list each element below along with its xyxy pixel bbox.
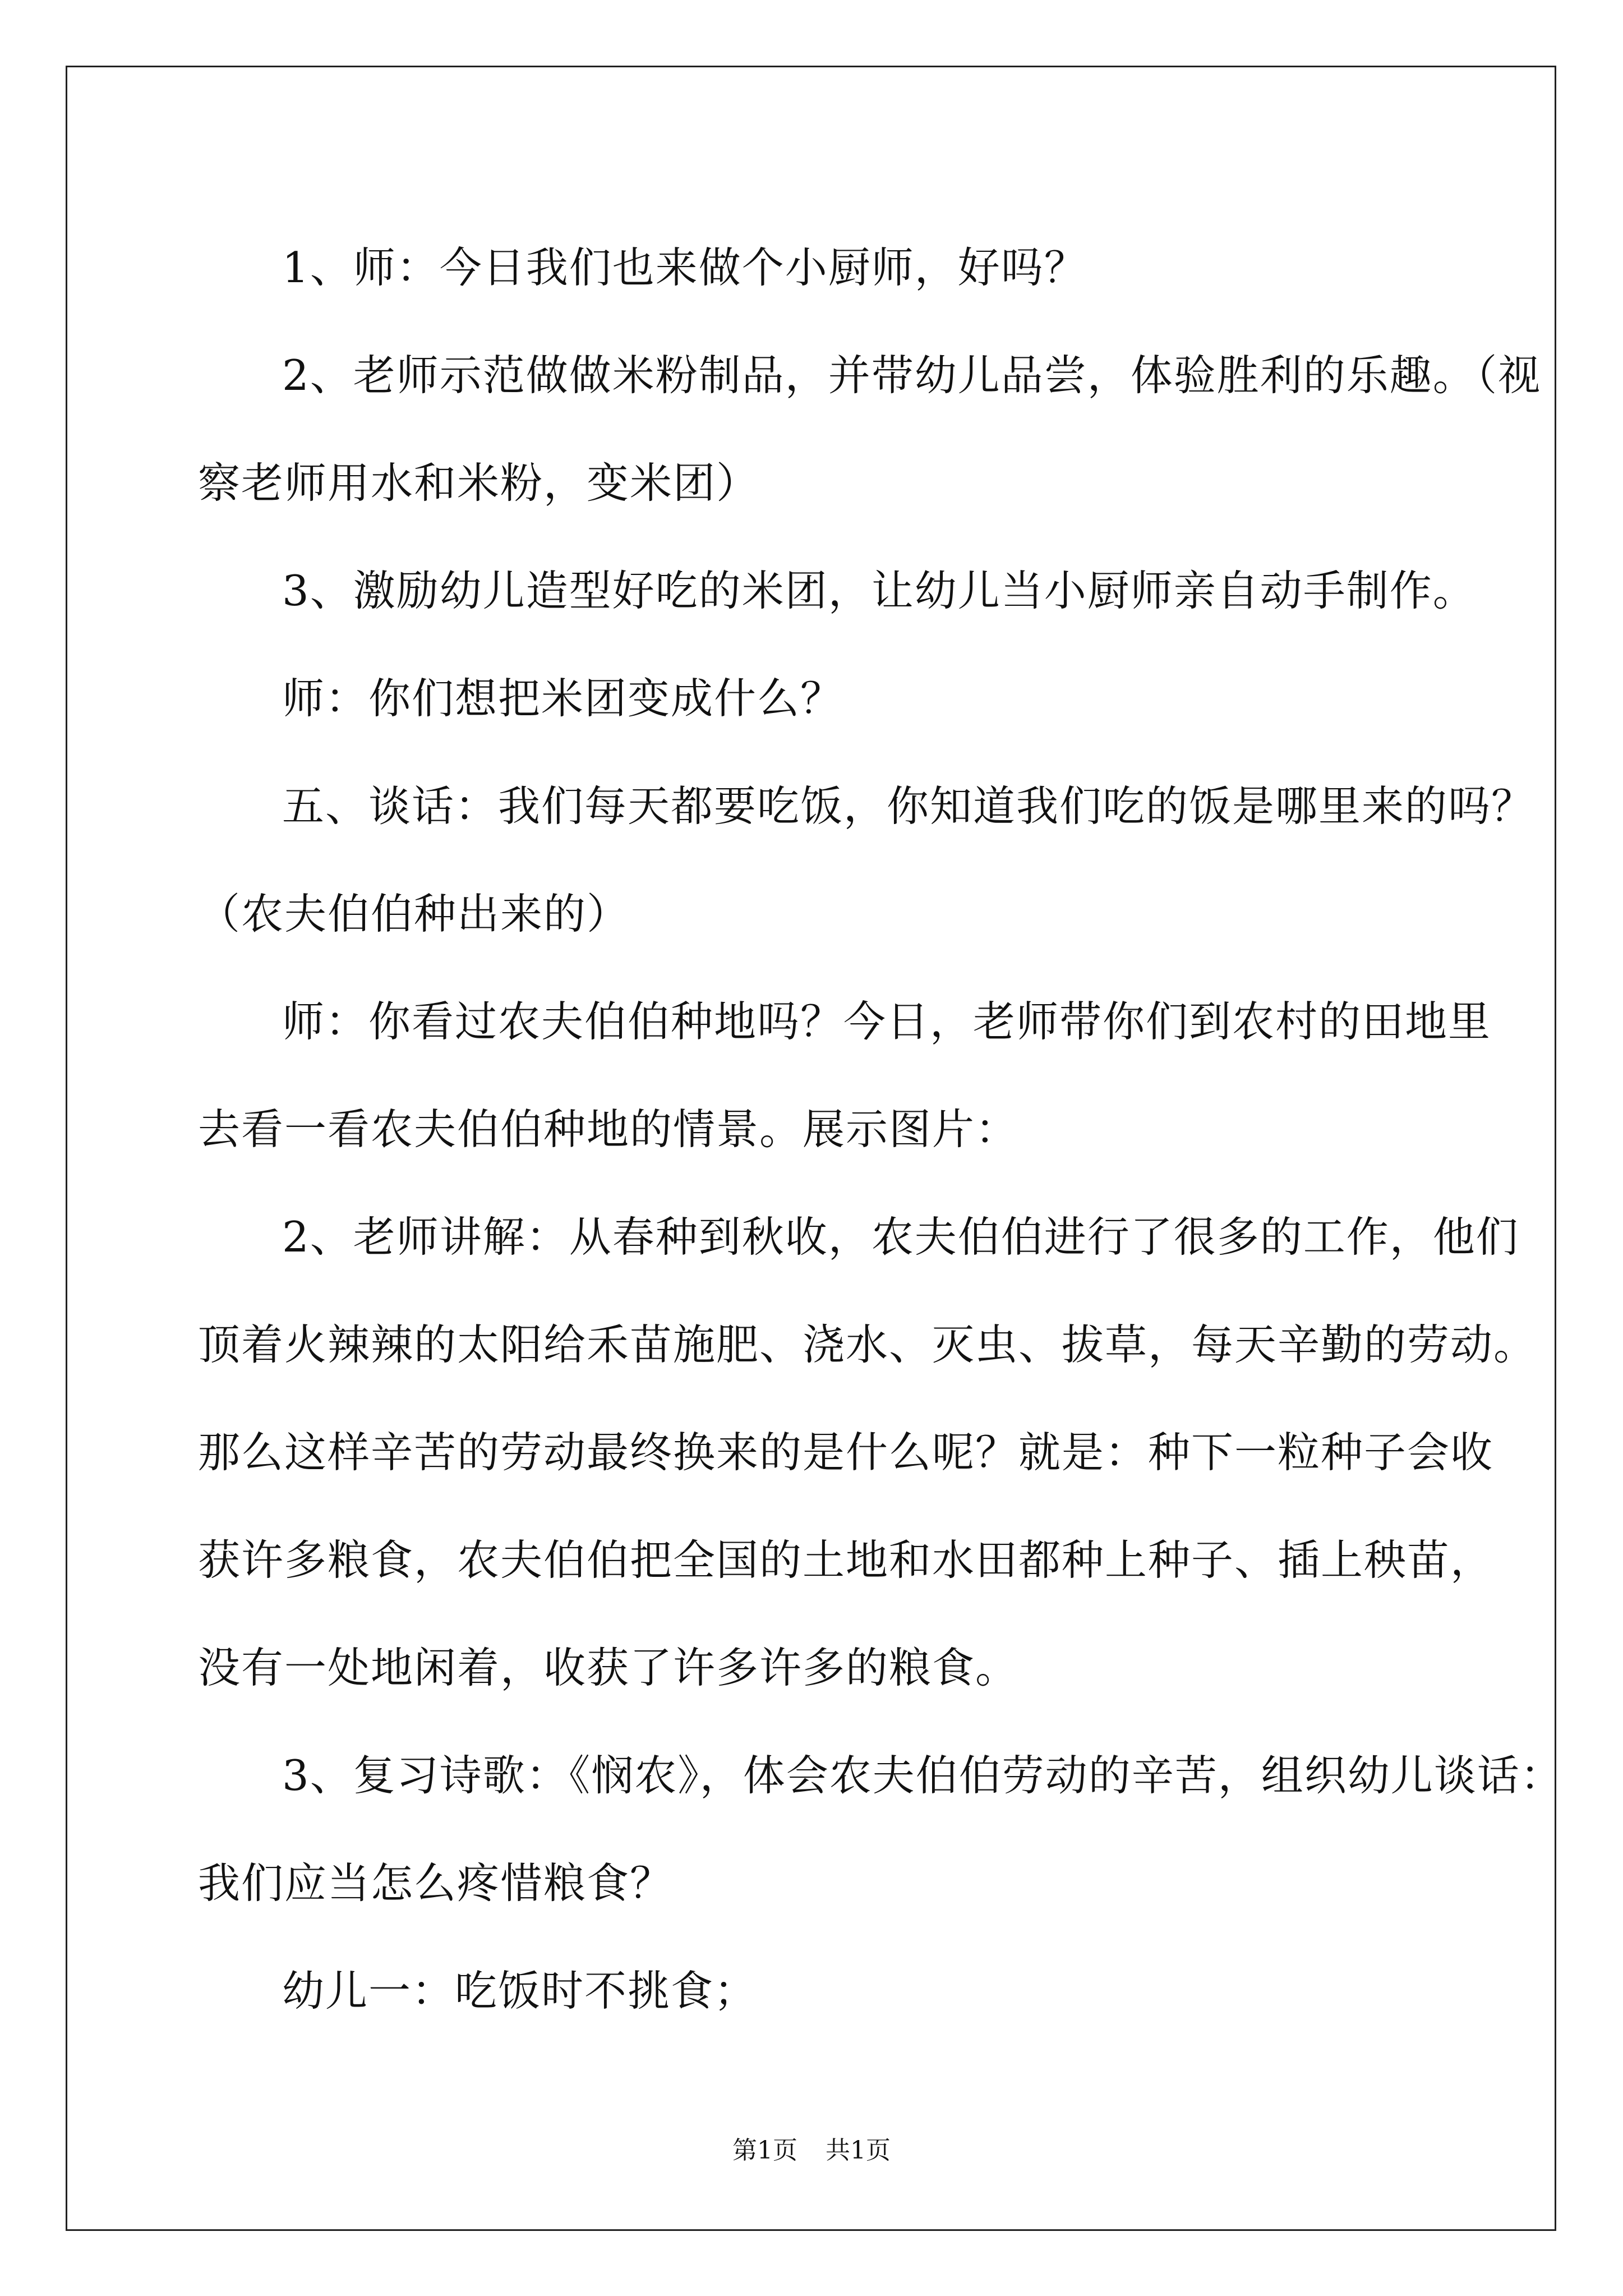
paragraph-line: 3、复习诗歌：《悯农》，体会农夫伯伯劳动的辛苦，组织幼儿谈话： (282, 1751, 1564, 1800)
paragraph-line: 察老师用水和米粉，变米团） (198, 458, 760, 508)
paragraph-line: 2、老师示范做做米粉制品，并带幼儿品尝，体验胜利的乐趣。（视 (282, 351, 1542, 400)
page-number-current: 第1页 (732, 2136, 797, 2165)
paragraph-line: 五、谈话：我们每天都要吃饭，你知道我们吃的饭是哪里来的吗？ (282, 781, 1535, 831)
paragraph-line: 2、老师讲解：从春种到秋收，农夫伯伯进行了很多的工作，他们 (282, 1212, 1519, 1262)
paragraph-line: 师：你们想把米团变成什么？ (282, 674, 844, 723)
paragraph-line: 幼儿一：吃饭时不挑食； (282, 1966, 758, 2016)
paragraph-line: 没有一处地闲着，收获了许多许多的粮食。 (198, 1643, 1019, 1692)
paragraph-line: 获许多粮食，农夫伯伯把全国的土地和水田都种上种子、插上秧苗， (198, 1535, 1494, 1585)
paragraph-line: 师：你看过农夫伯伯种地吗？今日，老师带你们到农村的田地里 (282, 997, 1492, 1046)
paragraph-line: 去看一看农夫伯伯种地的情景。展示图片： (198, 1105, 1019, 1154)
paragraph-line: 那么这样辛苦的劳动最终换来的是什么呢？就是：种下一粒种子会收 (198, 1428, 1494, 1477)
paragraph-line: 1、师：今日我们也来做个小厨师，好吗？ (282, 243, 1087, 292)
paragraph-line: 我们应当怎么疼惜粮食？ (198, 1858, 674, 1908)
page-number-total: 共1页 (826, 2136, 891, 2165)
paragraph-line: （农夫伯伯种出来的） (198, 889, 630, 938)
paragraph-line: 3、激励幼儿造型好吃的米团，让幼儿当小厨师亲自动手制作。 (282, 566, 1476, 615)
page-footer (0, 2130, 1623, 2166)
paragraph-line: 顶着火辣辣的太阳给禾苗施肥、浇水、灭虫、拔草，每天辛勤的劳动。 (198, 1320, 1537, 1369)
